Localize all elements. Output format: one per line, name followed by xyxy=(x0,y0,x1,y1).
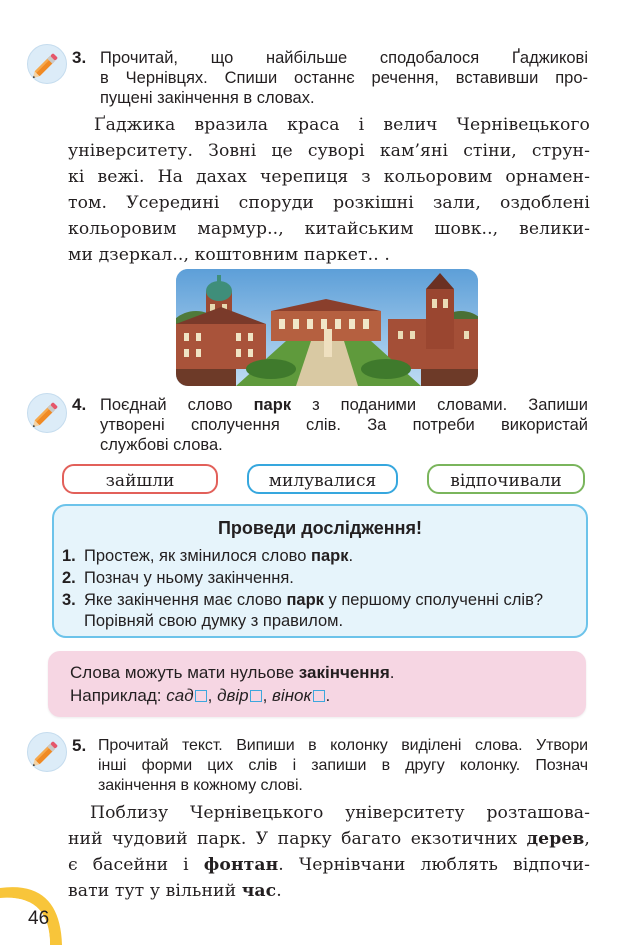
research-title: Проведи дослідження! xyxy=(217,518,423,538)
text-line: том. Усередині споруди розкішні зали, оздоблені xyxy=(68,193,590,213)
text-line: Ґаджика вразила краса і велич Чернівецького xyxy=(94,115,590,135)
pencil-icon xyxy=(27,393,67,433)
rule-box xyxy=(48,651,586,717)
pencil-icon xyxy=(27,732,67,772)
instruction-line: утворені сполучення слів. За потреби використай xyxy=(100,416,588,434)
word-box-miluvalysia: милувалися xyxy=(247,464,398,494)
pencil-icon xyxy=(27,44,67,84)
research-box xyxy=(52,504,588,638)
task-5-number: 5. xyxy=(72,736,87,755)
word-box-zaishly: зайшли xyxy=(62,464,218,494)
instruction-line: інші форми цих слів і запиши в другу колонку. Познач xyxy=(98,757,588,774)
task-3-instruction xyxy=(100,48,588,108)
instruction-line: службові слова. xyxy=(100,436,223,454)
text-line: університету. Зовні це суворі кам’яні стіни, струн- xyxy=(68,141,590,161)
text-line: кі вежі. На дахах черепиця з кольоровим орнамен- xyxy=(68,167,590,187)
task-5-text xyxy=(68,800,590,904)
text-line: Поблизу Чернівецького університету розташова- xyxy=(90,803,590,823)
instruction-line: закінчення в кожному слові. xyxy=(98,777,303,794)
null-ending-square xyxy=(250,690,262,702)
null-ending-square xyxy=(313,690,325,702)
instruction-line: в Чернівцях. Спиши останнє речення, вставивши про- xyxy=(100,69,588,87)
task-3-number: 3. xyxy=(72,48,87,67)
text-line: ний чудовий парк. У парку багато екзотичних дерев, xyxy=(68,829,590,849)
instruction-line: пущені закінчення в словах. xyxy=(100,89,315,107)
text-line: кольоровим мармур.., китайським шовк.., велики- xyxy=(68,219,590,239)
rule-line-1: Слова можуть мати нульове закінчення. xyxy=(70,663,395,682)
research-item-3: 3. Яке закінчення має слово парк у першому сполученні слів? Порівняй свою думку з правилом. xyxy=(62,591,544,630)
null-ending-square xyxy=(195,690,207,702)
page-number: 46 xyxy=(28,908,50,929)
word-box-vidpochyvaly: відпочивали xyxy=(427,464,585,494)
rule-example: Наприклад: сад , двір , вінок . xyxy=(70,686,331,705)
text-line: є басейни і фонтан. Чернівчани люблять відпочи- xyxy=(68,855,590,875)
instruction-line: Поєднай слово парк з поданими словами. Запиши xyxy=(100,396,588,414)
research-item-1: 1. Простеж, як змінилося слово парк. xyxy=(62,547,354,565)
instruction-line: Прочитай, що найбільше сподобалося Ґаджикові xyxy=(100,49,588,67)
university-photo xyxy=(176,269,478,386)
text-line: ми дзеркал.., коштовним паркет.. . xyxy=(68,245,390,265)
text-line: вати тут у вільний час. xyxy=(68,881,282,901)
instruction-line: Прочитай текст. Випиши в колонку виділені слова. Утвори xyxy=(98,737,588,754)
task-5-instruction xyxy=(98,736,588,796)
task-4-instruction xyxy=(100,395,588,455)
task-4-number: 4. xyxy=(72,395,87,414)
research-item-2: 2. Познач у ньому закінчення. xyxy=(62,569,294,587)
task-3-text xyxy=(68,112,590,268)
